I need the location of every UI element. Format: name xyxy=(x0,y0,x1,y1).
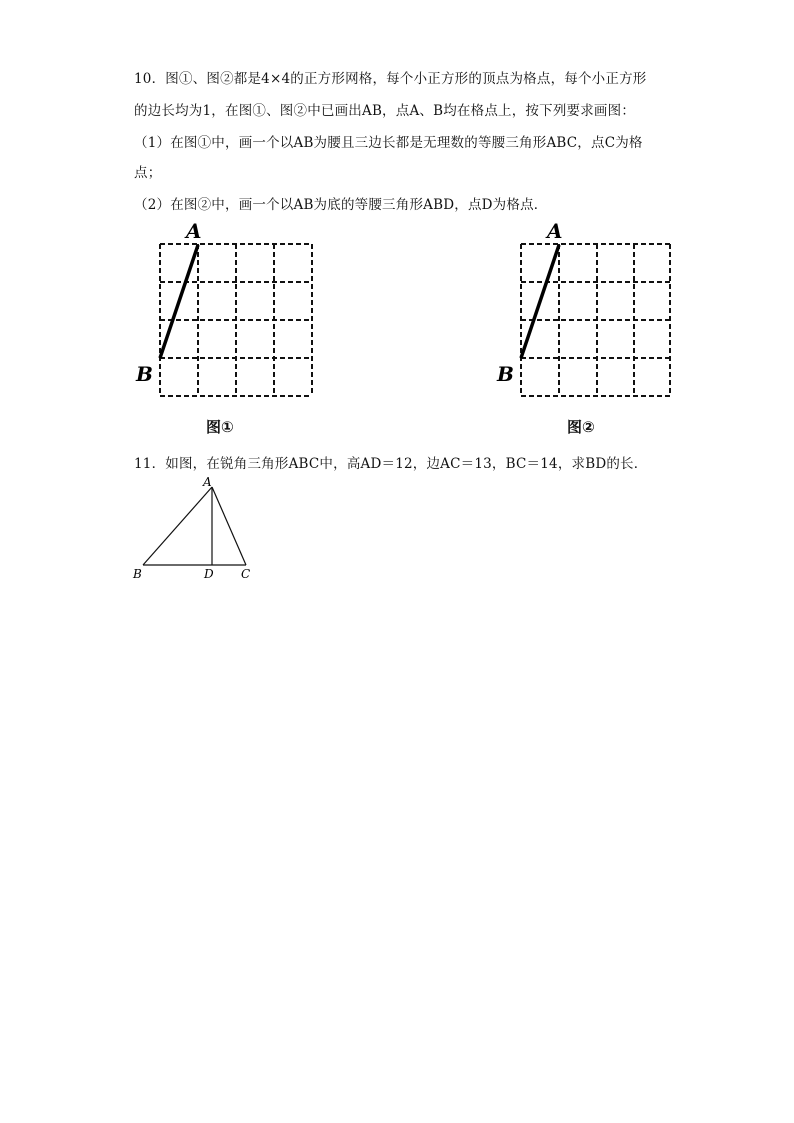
q11-label-c: C xyxy=(241,567,251,581)
q10-part-1-line-2: 点； xyxy=(134,165,162,181)
figure-2-caption: 图② xyxy=(567,418,595,436)
q10-line-1: 10．图①、图②都是4×4的正方形网格，每个小正方形的顶点为格点，每个小正方形 xyxy=(134,71,647,87)
figure-1-caption: 图① xyxy=(206,418,234,436)
q11-label-d: D xyxy=(204,567,214,581)
figure-2-grid xyxy=(521,244,670,396)
q11-question: 11．如图，在锐角三角形ABC中，高AD＝12，边AC＝13，BC＝14，求BD的长． xyxy=(134,456,648,472)
figure-1-label-a: A xyxy=(186,219,202,243)
figure-1-segment-ab xyxy=(160,245,198,358)
figure-2-segment-ab xyxy=(521,245,559,358)
figure-1-label-b: B xyxy=(136,362,153,386)
q11-label-a: A xyxy=(203,475,212,489)
figure-1-grid xyxy=(160,244,312,396)
q10-line-2: 的边长均为1，在图①、图②中已画出AB，点A、B均在格点上，按下列要求画图： xyxy=(134,103,636,119)
q11-label-b: B xyxy=(133,567,142,581)
q10-part-1-line-1: （1）在图①中，画一个以AB为腰且三边长都是无理数的等腰三角形ABC，点C为格 xyxy=(134,135,643,151)
q11-triangle xyxy=(143,487,246,565)
figure-2-label-a: A xyxy=(547,219,563,243)
q10-part-2: （2）在图②中，画一个以AB为底的等腰三角形ABD，点D为格点． xyxy=(134,197,548,213)
figure-2-label-b: B xyxy=(497,362,514,386)
